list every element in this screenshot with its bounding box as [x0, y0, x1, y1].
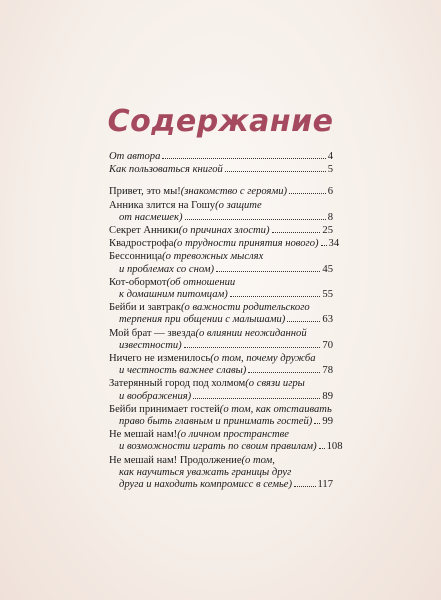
toc-entry [109, 225, 333, 237]
toc-entry-title: Ничего не изменилось [109, 353, 211, 365]
page-number: 63 [322, 314, 333, 326]
toc-entry-subtitle: (о защите [215, 199, 262, 211]
table-of-contents [109, 150, 343, 491]
toc-entry-line [109, 479, 333, 491]
toc-entry-line [109, 328, 333, 340]
toc-entry-subtitle: (знакомство с героями) [180, 186, 288, 198]
toc-entry-title: Мой брат — звезда [109, 327, 196, 339]
dot-leader [184, 346, 321, 348]
page-number: 89 [322, 390, 333, 402]
page-number: 25 [322, 225, 333, 237]
toc-entry-subtitle: (о причинах злости) [178, 225, 270, 237]
toc-entry-subtitle: к домашним питомцам) [119, 289, 228, 301]
toc-entry [109, 151, 333, 163]
page-number: 70 [322, 339, 333, 351]
toc-entry-subtitle: и проблемах со сном) [119, 263, 215, 275]
toc-entry-line [109, 225, 333, 237]
dot-leader [319, 447, 325, 449]
toc-entry [109, 251, 333, 275]
toc-entry [109, 378, 333, 402]
toc-entry-line [109, 264, 333, 276]
toc-entry-line [109, 391, 333, 403]
dot-leader [294, 485, 315, 487]
toc-entry-subtitle: (о том, почему дружба [210, 353, 316, 365]
toc-entry-title: Не мешай нам! [109, 429, 178, 441]
toc-entry-line [109, 441, 343, 453]
page-number: 78 [322, 365, 333, 377]
toc-entry-title: Бессонница [109, 251, 163, 263]
toc-entry-line [109, 186, 333, 198]
toc-entry [109, 455, 333, 492]
toc-entry-line [109, 302, 333, 314]
toc-entry-line [109, 340, 333, 352]
toc-entry-subtitle: друга и находить компромисс в семье) [119, 479, 293, 491]
toc-entry-line [109, 200, 333, 212]
toc-entry-line [109, 251, 333, 263]
toc-entry-subtitle: (о влиянии неожиданной [195, 327, 307, 339]
toc-entry-subtitle: (об отношении [166, 276, 236, 288]
page-number: 6 [327, 186, 333, 198]
toc-entry-line [109, 164, 333, 176]
toc-entry-line [109, 404, 333, 416]
toc-entry-line [109, 378, 333, 390]
dot-leader [193, 397, 320, 399]
dot-leader [185, 218, 326, 220]
toc-entry-subtitle: и честность важнее славы) [119, 365, 247, 377]
dot-leader [230, 295, 321, 297]
page-number: 4 [327, 151, 333, 162]
toc-entry [109, 404, 333, 428]
toc-entry-title: Квадрострофа [109, 238, 174, 250]
toc-entry-line [109, 289, 333, 301]
toc-entry-subtitle: право быть главным и принимать гостей) [119, 416, 313, 428]
toc-entry-line [109, 151, 333, 163]
toc-entry-line [109, 212, 333, 224]
toc-entry-title: Анника злится на Гошу [109, 199, 216, 211]
toc-entry [109, 238, 340, 250]
toc-entry-subtitle: От автора [109, 151, 161, 162]
toc-entry-subtitle: (о связи игры [245, 378, 305, 390]
toc-entry-title: Бейби принимает гостей [109, 403, 220, 415]
toc-entry-line [109, 416, 333, 428]
toc-entry-title: Затерянный город под холмом [109, 378, 246, 390]
toc-entry-subtitle: (о том, [241, 454, 275, 466]
toc-entry-subtitle: известности) [119, 339, 182, 351]
toc-entry [109, 328, 333, 352]
dot-leader [287, 320, 320, 322]
page-number: 45 [322, 263, 333, 275]
contents-title: Содержание [107, 104, 334, 139]
toc-entry-line [109, 314, 333, 326]
dot-leader [289, 192, 326, 194]
dot-leader [216, 270, 320, 272]
toc-entry-line [109, 238, 340, 250]
page-number: 117 [317, 479, 333, 491]
toc-entry-subtitle: Как пользоваться книгой [109, 164, 223, 176]
page-number: 5 [327, 164, 333, 176]
toc-entry [109, 277, 333, 301]
toc-entry-line [109, 353, 333, 365]
toc-entry-subtitle: и возможности играть по своим правилам) [119, 441, 317, 453]
toc-entry [109, 302, 333, 326]
toc-entry-subtitle: (о тревожных мыслях [162, 251, 264, 263]
page-number: 8 [327, 211, 333, 223]
toc-entry-title: Не мешай нам! Продолжение [109, 454, 242, 466]
toc-entry [109, 164, 333, 176]
toc-entry-subtitle: и воображения) [119, 390, 192, 402]
toc-entry [109, 200, 333, 224]
toc-entry-line [109, 429, 333, 441]
toc-entry-line [109, 455, 333, 467]
toc-entry-title: Бейби и завтрак [109, 302, 182, 314]
toc-entry [109, 186, 333, 198]
toc-entry-line [109, 277, 333, 289]
toc-entry-title: Кот-обормот [109, 276, 167, 288]
dot-leader [314, 422, 320, 424]
toc-entry-subtitle: терпения при общении с малышами) [119, 314, 286, 326]
toc-entry-subtitle: (о трудности принятия нового) [173, 238, 319, 250]
toc-entry-title: Привет, это мы! [109, 186, 181, 198]
toc-entry-line [109, 365, 333, 377]
toc-entry [109, 353, 333, 377]
page-number: 55 [322, 289, 333, 301]
dot-leader [248, 371, 320, 373]
dot-leader [162, 157, 325, 159]
toc-entry-subtitle: (о важности родительского [181, 302, 310, 314]
toc-entry-subtitle: (о том, как отстаивать [219, 403, 332, 415]
dot-leader [272, 231, 321, 233]
dot-leader [321, 244, 327, 246]
page-number: 34 [328, 238, 340, 250]
toc-entry-title: Секрет Анники [109, 225, 179, 237]
toc-entry-subtitle: как научиться уважать границы друг [119, 466, 292, 478]
page-number: 99 [322, 416, 333, 428]
toc-entry [109, 429, 343, 453]
dot-leader [225, 170, 326, 172]
page-number: 108 [326, 441, 343, 453]
toc-entry-subtitle: от насмешек) [119, 211, 183, 223]
toc-entry-line [109, 467, 333, 479]
toc-entry-subtitle: (о личном пространстве [177, 429, 289, 441]
